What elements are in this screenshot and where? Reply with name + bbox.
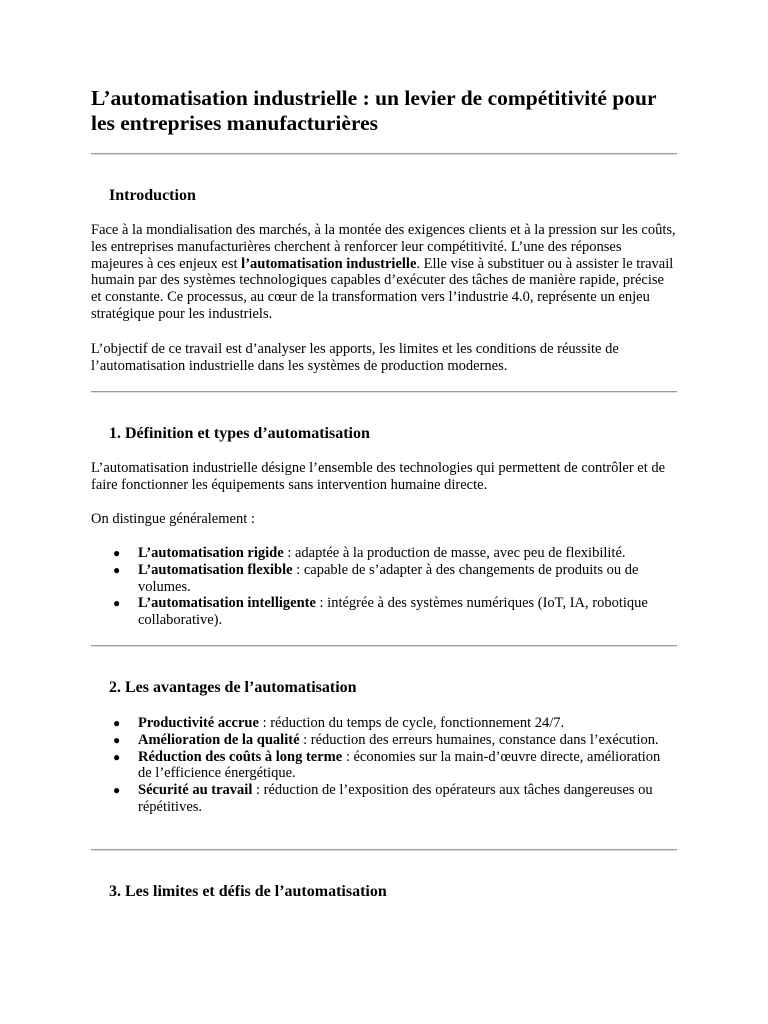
list-item-term: Sécurité au travail — [138, 782, 253, 799]
section2-list — [91, 715, 677, 816]
bullet-icon: ● — [113, 596, 121, 611]
list-item-text: : intégrée à des systèmes numériques (IoT, IA, robotique collaborative). — [138, 595, 648, 629]
bullet-icon: ● — [113, 716, 121, 730]
list-item — [91, 562, 668, 596]
bullet-icon: ● — [113, 749, 121, 764]
list-item — [91, 545, 668, 562]
list-item — [91, 715, 668, 732]
list-item-term: Amélioration de la qualité — [138, 731, 300, 748]
list-item-text: : capable de s’adapter à des changements de produits ou de volumes. — [138, 561, 639, 595]
bullet-icon: ● — [113, 562, 121, 577]
intro-paragraph-2: L’objectif de ce travail est d’analyser les apports, les limites et les conditions de réussite de l’automatisation industrielle dans les systèmes de production modernes. — [91, 341, 619, 374]
section1-paragraph-2: On distingue généralement : — [91, 511, 255, 527]
bullet-icon: ● — [113, 546, 121, 560]
bullet-icon: ● — [113, 732, 121, 747]
list-item — [91, 749, 668, 783]
list-item-text: : adaptée à la production de masse, avec peu de flexibilité. — [283, 545, 626, 561]
divider — [91, 849, 677, 851]
document-title: L’automatisation industrielle : un levier de compétitivité pour les entreprises manufacturières — [91, 86, 657, 135]
section-heading-definition: 1. Définition et types d’automatisation — [109, 425, 370, 442]
bullet-icon: ● — [113, 783, 121, 798]
intro-p1-text-end: . Elle vise à substituer ou à assister le travail humain par des systèmes technologiques capables d’exécuter des tâches de manière rapide, précise et constante. Ce processus, au cœur de la transformation vers l’industrie 4.0, représente un enjeu stratégique pour les industriels. — [91, 255, 674, 322]
divider — [91, 391, 677, 393]
divider — [91, 645, 677, 647]
list-item-text: : réduction de l’exposition des opérateurs aux tâches dangereuses ou répétitives. — [138, 782, 653, 815]
section-heading-limits: 3. Les limites et défis de l’automatisation — [109, 883, 387, 900]
divider — [91, 153, 677, 155]
section-heading-advantages: 2. Les avantages de l’automatisation — [109, 679, 357, 696]
list-item-text: : économies sur la main-d’œuvre directe, amélioration de l’efficience énergétique. — [138, 748, 661, 782]
list-item — [91, 732, 668, 749]
list-item-term: Réduction des coûts à long terme — [138, 748, 343, 765]
list-item-text: : réduction des erreurs humaines, constance dans l’exécution. — [299, 731, 659, 748]
intro-p1-text-start: Face à la mondialisation des marchés, à la montée des exigences clients et à la pression sur les coûts, les entreprises manufacturières cherchent à renforcer leur compétitivité. L’une des réponses majeures à ces enjeux est — [91, 222, 676, 272]
list-item-term: L’automatisation rigide — [138, 545, 284, 561]
intro-p1-bold-term: l’automatisation industrielle — [241, 255, 417, 272]
section-heading-introduction: Introduction — [109, 187, 196, 204]
list-item-term: Productivité accrue — [138, 715, 259, 731]
section1-list — [91, 545, 677, 629]
list-item-text: : réduction du temps de cycle, fonctionnement 24/7. — [258, 715, 565, 731]
list-item — [91, 595, 668, 629]
list-item-term: L’automatisation flexible — [138, 561, 293, 578]
section1-paragraph-1: L’automatisation industrielle désigne l’ensemble des technologies qui permettent de contrôler et de faire fonctionner les équipements sans intervention humaine directe. — [91, 460, 666, 493]
list-item — [91, 782, 668, 816]
intro-paragraph-1 — [91, 222, 677, 323]
list-item-term: L’automatisation intelligente — [138, 595, 316, 612]
